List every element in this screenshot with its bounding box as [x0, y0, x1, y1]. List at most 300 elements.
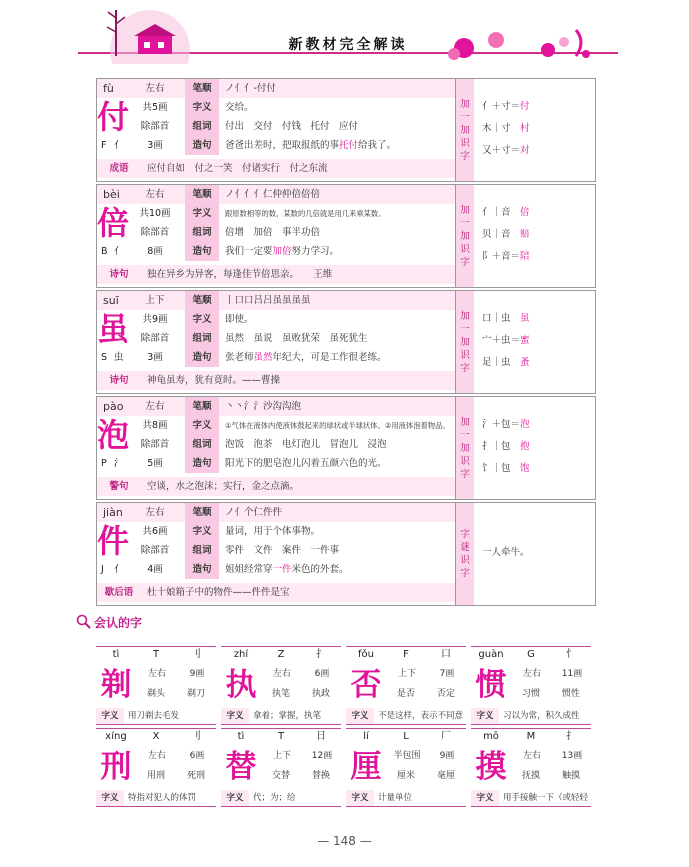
extra-row [97, 583, 455, 602]
pinyin: pào [103, 400, 124, 413]
pinyin: fù [103, 82, 114, 95]
card-header [96, 646, 216, 663]
main-character: 虽 [97, 310, 130, 348]
stroke-order: 丶丶氵氵沙沟沟泡 [225, 401, 302, 412]
sentence-end: 给我了。 [358, 140, 397, 151]
card-character: 刑 [100, 749, 132, 785]
sentence-row [97, 348, 455, 367]
formula-line [482, 249, 592, 265]
card-index-letter: X [152, 731, 160, 742]
structure: 左右 [145, 401, 165, 412]
stroke-order: ノ亻亻亻仁仲仲倍倍倍 [225, 189, 321, 200]
index-radical: 亻 [114, 140, 124, 151]
entry-header-row [97, 79, 455, 98]
card-word-1: 执笔 [271, 689, 290, 699]
card-word-1: 交替 [271, 771, 290, 781]
formula-parts: 氵＋包＝ [482, 419, 521, 430]
card-index-letter: T [277, 731, 285, 742]
sentence-end: 米色的外套。 [291, 564, 349, 575]
card-def-label: 字义 [471, 708, 499, 724]
extra-text: 独在异乡为异客，每逢佳节倍思亲。 王维 [147, 269, 333, 280]
formula-result: 陪 [520, 251, 530, 262]
sentence-label: 造句 [185, 136, 219, 155]
index-cell [97, 454, 125, 473]
card-word-1: 习惯 [521, 689, 540, 699]
card-strokes: 6画 [189, 751, 205, 761]
meaning-label: 字义 [185, 98, 219, 117]
formula-line [482, 143, 592, 159]
card-definition: 不是这样，表示不同意 [378, 711, 464, 721]
card-character: 替 [225, 749, 257, 785]
page-number: — 148 — [317, 834, 372, 848]
structure: 上下 [145, 295, 165, 306]
card-word-1: 抚摸 [521, 771, 540, 781]
character-entry [96, 396, 596, 500]
main-character: 付 [97, 98, 130, 136]
index-letter: S [101, 352, 108, 363]
card-index-letter: Z [277, 649, 285, 660]
card-pinyin: guàn [478, 649, 504, 660]
extra-tag: 诗句 [109, 269, 129, 280]
words-row [97, 329, 455, 348]
words: 零件 文件 案件 一件事 [225, 545, 340, 556]
formula-line [482, 333, 592, 349]
stroke-order: 丨口口吕吕虽虽虽虽 [225, 295, 311, 306]
entry-side [455, 291, 596, 393]
card-definition-row [221, 790, 341, 806]
card-word-2: 死刑 [186, 771, 205, 781]
words-label: 组词 [185, 329, 219, 348]
extra-text: 杜十娘箱子中的物件——件件是宝 [147, 587, 290, 598]
card-radical: 刂 [191, 731, 201, 742]
card-radical: 忄 [566, 649, 576, 660]
card-definition: 代；为；给 [253, 793, 296, 803]
meaning-label: 字义 [185, 522, 219, 541]
recognize-card [346, 728, 466, 807]
stroke-count: 共8画 [142, 420, 168, 431]
card-definition-row [346, 790, 466, 806]
sentence-start: 爸爸出差时，把取报纸的事 [225, 140, 340, 151]
words-label: 组词 [185, 435, 219, 454]
recognize-card [346, 646, 466, 725]
formula-line [482, 461, 592, 477]
card-structure: 左右 [522, 669, 541, 679]
character-entry [96, 502, 596, 606]
meaning-label: 字义 [185, 204, 219, 223]
card-character: 惯 [475, 667, 507, 703]
card-def-label: 字义 [471, 790, 499, 806]
radical-method: 除部首 [140, 227, 170, 238]
house-illustration [90, 6, 210, 64]
card-def-label: 字义 [221, 708, 249, 724]
extra-row [97, 477, 455, 496]
stroke-count: 共5画 [142, 102, 168, 113]
card-radical: 刂 [191, 649, 201, 660]
card-definition-row [346, 708, 466, 724]
sentence-label: 造句 [185, 242, 219, 261]
card-strokes: 7画 [439, 669, 455, 679]
remaining-strokes: 8画 [147, 246, 163, 257]
stroke-order: ノ亻亻-付付 [225, 83, 276, 94]
entry-side [455, 397, 596, 499]
meaning-row [97, 204, 455, 223]
card-word-1: 厘米 [396, 771, 415, 781]
extra-row [97, 371, 455, 390]
card-radical: 口 [441, 649, 451, 660]
card-index-letter: F [403, 649, 409, 660]
entry-side [455, 185, 596, 287]
card-definition-row [221, 708, 341, 724]
card-index-letter: T [152, 649, 160, 660]
card-definition: 特指对犯人的体罚 [128, 793, 197, 803]
pinyin: jiàn [103, 506, 123, 519]
card-word-1: 剃头 [146, 689, 165, 699]
formula-result: 村 [520, 123, 530, 134]
recognize-card [471, 646, 591, 725]
card-structure: 左右 [147, 669, 166, 679]
formula-result: 泡 [520, 419, 530, 430]
formula-line [482, 355, 592, 371]
meaning-row [97, 522, 455, 541]
sentence-highlight: 托付 [339, 140, 359, 151]
formula-result: 抱 [520, 441, 530, 452]
formula-parts: 又＋寸＝ [482, 145, 521, 156]
card-radical: 扌 [566, 731, 576, 742]
side-label: 字 谜 识 字 [456, 503, 474, 605]
extra-tag: 成语 [109, 163, 129, 174]
card-definition: 用刀剃去毛发 [128, 711, 180, 721]
meaning: 跟原数相等的数，某数的几倍就是用几来乘某数。 [225, 209, 386, 218]
section-title [94, 614, 142, 631]
card-index-letter: G [527, 649, 535, 660]
page-title: 新教材完全解读 [288, 37, 408, 53]
sentence-start: 阳光下的肥皂泡儿闪着五颜六色的光。 [225, 458, 387, 469]
card-strokes: 9画 [439, 751, 455, 761]
card-index-letter: L [403, 731, 409, 742]
entry-main [97, 185, 455, 287]
meaning: 交给。 [225, 102, 254, 113]
words: 付出 交付 付钱 托付 应付 [225, 121, 359, 132]
formula-line [482, 545, 592, 561]
meaning-label: 字义 [185, 310, 219, 329]
card-pinyin: fǒu [358, 649, 374, 660]
radical-method: 除部首 [140, 333, 170, 344]
words-row [97, 117, 455, 136]
index-radical: 虫 [114, 352, 124, 363]
words-label: 组词 [185, 541, 219, 560]
extra-tag: 警句 [109, 481, 129, 492]
card-definition: 计量单位 [378, 793, 413, 803]
card-word-2: 剃刀 [186, 689, 205, 699]
card-structure: 左右 [522, 751, 541, 761]
card-pinyin: mō [483, 731, 499, 742]
card-character: 摸 [475, 749, 507, 785]
side-label: 加 一 加 识 字 [456, 185, 474, 287]
sentence-row [97, 242, 455, 261]
card-header [471, 728, 591, 745]
card-structure: 上下 [272, 751, 291, 761]
card-definition: 习以为常，积久成性 [503, 711, 580, 721]
recognize-card [96, 728, 216, 807]
card-definition-row [96, 708, 216, 724]
card-header [471, 646, 591, 663]
index-letter: J [101, 564, 104, 575]
meaning: 即使。 [225, 314, 254, 325]
formula-parts: 亻｜音 [482, 207, 521, 218]
card-def-label: 字义 [96, 790, 124, 806]
entry-side [455, 79, 596, 181]
pinyin: suī [103, 294, 119, 307]
formula-line [482, 99, 592, 115]
formula-parts: 一人牵牛。 [482, 547, 530, 558]
extra-tag: 歇后语 [104, 587, 134, 598]
stroke-label: 笔顺 [185, 503, 219, 522]
structure: 左右 [145, 189, 165, 200]
flower-illustration [436, 20, 604, 68]
extra-tag: 诗句 [109, 375, 129, 386]
card-pinyin: tì [112, 649, 120, 660]
card-structure: 左右 [272, 669, 291, 679]
card-word-1: 是否 [396, 689, 415, 699]
extra-row [97, 265, 455, 284]
sentence-highlight: 一件 [272, 564, 292, 575]
entry-header-row [97, 291, 455, 310]
stroke-label: 笔顺 [185, 291, 219, 310]
index-cell [97, 560, 125, 579]
card-character: 执 [225, 667, 257, 703]
main-character: 泡 [97, 416, 130, 454]
index-radical: 亻 [114, 564, 124, 575]
card-strokes: 13画 [561, 751, 583, 761]
main-character: 件 [97, 522, 130, 560]
radical-method: 除部首 [140, 439, 170, 450]
formula-line [482, 311, 592, 327]
card-definition-row [471, 708, 591, 724]
card-definition-row [471, 790, 591, 806]
extra-text: 应付自如 付之一笑 付诸实行 付之东流 [147, 163, 328, 174]
card-def-label: 字义 [346, 790, 374, 806]
words: 倍增 加倍 事半功倍 [225, 227, 321, 238]
card-structure: 半包围 [393, 751, 421, 761]
card-index-letter: M [526, 731, 536, 742]
character-entry [96, 290, 596, 394]
formula-parts: 饣｜包 [482, 463, 521, 474]
card-strokes: 9画 [189, 669, 205, 679]
card-pinyin: tì [237, 731, 245, 742]
stroke-label: 笔顺 [185, 185, 219, 204]
sentence [225, 136, 396, 155]
sentence-start: 我们一定要 [225, 246, 273, 257]
index-letter: B [101, 246, 108, 257]
recognize-card [471, 728, 591, 807]
formula-result: 饱 [520, 463, 530, 474]
entry-main [97, 79, 455, 181]
entry-main [97, 503, 455, 605]
words-label: 组词 [185, 117, 219, 136]
card-header [221, 646, 341, 663]
card-radical: 厂 [441, 731, 451, 742]
card-strokes: 11画 [561, 669, 583, 679]
character-entry [96, 78, 596, 182]
formula-parts: 足｜虫 [482, 357, 521, 368]
stroke-count: 共10画 [139, 208, 171, 219]
card-definition: 用手接触一下（或轻轻 [503, 793, 589, 803]
card-word-2: 毫厘 [436, 771, 455, 781]
meaning: ①气体在液体内使液体鼓起来的球状或半球状体。②用液体泡着物品。 [225, 421, 450, 430]
formula-parts: 口｜虫 [482, 313, 521, 324]
entry-main [97, 397, 455, 499]
extra-text: 神龟虽寿，犹有竟时。——曹操 [147, 375, 281, 386]
recognize-card [221, 646, 341, 725]
card-radical: 扌 [316, 649, 326, 660]
remaining-strokes: 3画 [147, 140, 163, 151]
formula-result: 对 [520, 145, 530, 156]
section-title-text: 会认的字 [94, 616, 143, 630]
stroke-count: 共9画 [142, 314, 168, 325]
card-structure: 左右 [147, 751, 166, 761]
card-word-2: 触摸 [561, 771, 580, 781]
card-character: 剃 [100, 667, 132, 703]
formula-parts: 宀＋虫＝ [482, 335, 521, 346]
formula-result: 蚤 [520, 357, 530, 368]
meaning-row [97, 98, 455, 117]
card-word-1: 用刑 [146, 771, 165, 781]
formula-result: 付 [520, 101, 530, 112]
sentence-start: 张老师 [225, 352, 254, 363]
sentence [225, 242, 339, 261]
index-cell [97, 348, 125, 367]
formula-result: 赔 [520, 229, 530, 240]
card-def-label: 字义 [96, 708, 124, 724]
formula-parts: 阝＋音＝ [482, 251, 521, 262]
sentence-highlight: 虽然 [253, 352, 273, 363]
side-label: 加 一 加 识 字 [456, 79, 474, 181]
entry-header-row [97, 185, 455, 204]
index-radical: 亻 [114, 246, 124, 257]
sentence-start: 姐姐经常穿 [225, 564, 273, 575]
pinyin: bèi [103, 188, 120, 201]
card-word-2: 惯性 [561, 689, 580, 699]
sentence [225, 560, 349, 579]
stroke-count: 共6画 [142, 526, 168, 537]
stroke-label: 笔顺 [185, 397, 219, 416]
extra-text: 空谈，水之泡沫；实行，金之点滴。 [147, 481, 300, 492]
words-row [97, 223, 455, 242]
remaining-strokes: 5画 [147, 458, 163, 469]
stroke-label: 笔顺 [185, 79, 219, 98]
sentence [225, 454, 387, 473]
sentence-end: 年纪大，可是工作很老练。 [272, 352, 387, 363]
sentence-row [97, 136, 455, 155]
recognize-card [221, 728, 341, 807]
index-radical: 氵 [114, 458, 124, 469]
card-structure: 上下 [397, 669, 416, 679]
character-entry [96, 184, 596, 288]
card-strokes: 12画 [311, 751, 333, 761]
card-word-2: 替换 [311, 771, 330, 781]
sentence-label: 造句 [185, 560, 219, 579]
formula-result: 虽 [520, 313, 530, 324]
sentence-row [97, 454, 455, 473]
card-definition-row [96, 790, 216, 806]
formula-line [482, 227, 592, 243]
remaining-strokes: 3画 [147, 352, 163, 363]
card-header [221, 728, 341, 745]
entry-main [97, 291, 455, 393]
main-character: 倍 [97, 204, 130, 242]
sentence [225, 348, 387, 367]
meaning-row [97, 416, 455, 435]
formula-parts: 亻＋寸＝ [482, 101, 521, 112]
formula-line [482, 205, 592, 221]
card-word-2: 执政 [311, 689, 330, 699]
card-def-label: 字义 [346, 708, 374, 724]
entry-side [455, 503, 596, 605]
card-header [346, 728, 466, 745]
words-row [97, 435, 455, 454]
card-strokes: 6画 [314, 669, 330, 679]
formula-line [482, 121, 592, 137]
card-pinyin: lí [363, 731, 369, 742]
magnifier-icon [76, 614, 92, 630]
words: 泡饭 泡茶 电灯泡儿 冒泡儿 浸泡 [225, 439, 387, 450]
meaning: 量词，用于个体事物。 [225, 526, 321, 537]
words: 虽然 虽说 虽败犹荣 虽死犹生 [225, 333, 368, 344]
card-pinyin: xíng [105, 731, 127, 742]
extra-row [97, 159, 455, 178]
structure: 左右 [145, 83, 165, 94]
card-character: 厘 [350, 749, 382, 785]
side-label: 加 一 加 识 字 [456, 291, 474, 393]
sentence-label: 造句 [185, 348, 219, 367]
card-word-2: 否定 [436, 689, 455, 699]
index-letter: P [101, 458, 107, 469]
card-header [346, 646, 466, 663]
side-label: 加 一 加 识 字 [456, 397, 474, 499]
card-radical: 日 [316, 731, 326, 742]
formula-parts: 贝｜音 [482, 229, 521, 240]
radical-method: 除部首 [140, 545, 170, 556]
formula-parts: 木｜寸 [482, 123, 521, 134]
card-pinyin: zhí [233, 649, 249, 660]
words-row [97, 541, 455, 560]
formula-parts: 扌｜包 [482, 441, 521, 452]
formula-result: 倍 [520, 207, 530, 218]
sentence-row [97, 560, 455, 579]
sentence-end: 努力学习。 [291, 246, 340, 257]
card-def-label: 字义 [221, 790, 249, 806]
words-label: 组词 [185, 223, 219, 242]
formula-result: 蜜 [520, 335, 530, 346]
stroke-order: ノ亻个仁件件 [225, 507, 283, 518]
formula-line [482, 439, 592, 455]
card-character: 否 [350, 667, 382, 703]
sentence-highlight: 加倍 [272, 246, 292, 257]
index-cell [97, 136, 125, 155]
meaning-row [97, 310, 455, 329]
entry-header-row [97, 397, 455, 416]
index-cell [97, 242, 125, 261]
remaining-strokes: 4画 [147, 564, 163, 575]
index-letter: F [101, 140, 107, 151]
formula-line [482, 417, 592, 433]
radical-method: 除部首 [140, 121, 170, 132]
card-header [96, 728, 216, 745]
recognize-card [96, 646, 216, 725]
entry-header-row [97, 503, 455, 522]
card-definition: 拿着；掌握，执笔 [253, 711, 322, 721]
sentence-label: 造句 [185, 454, 219, 473]
